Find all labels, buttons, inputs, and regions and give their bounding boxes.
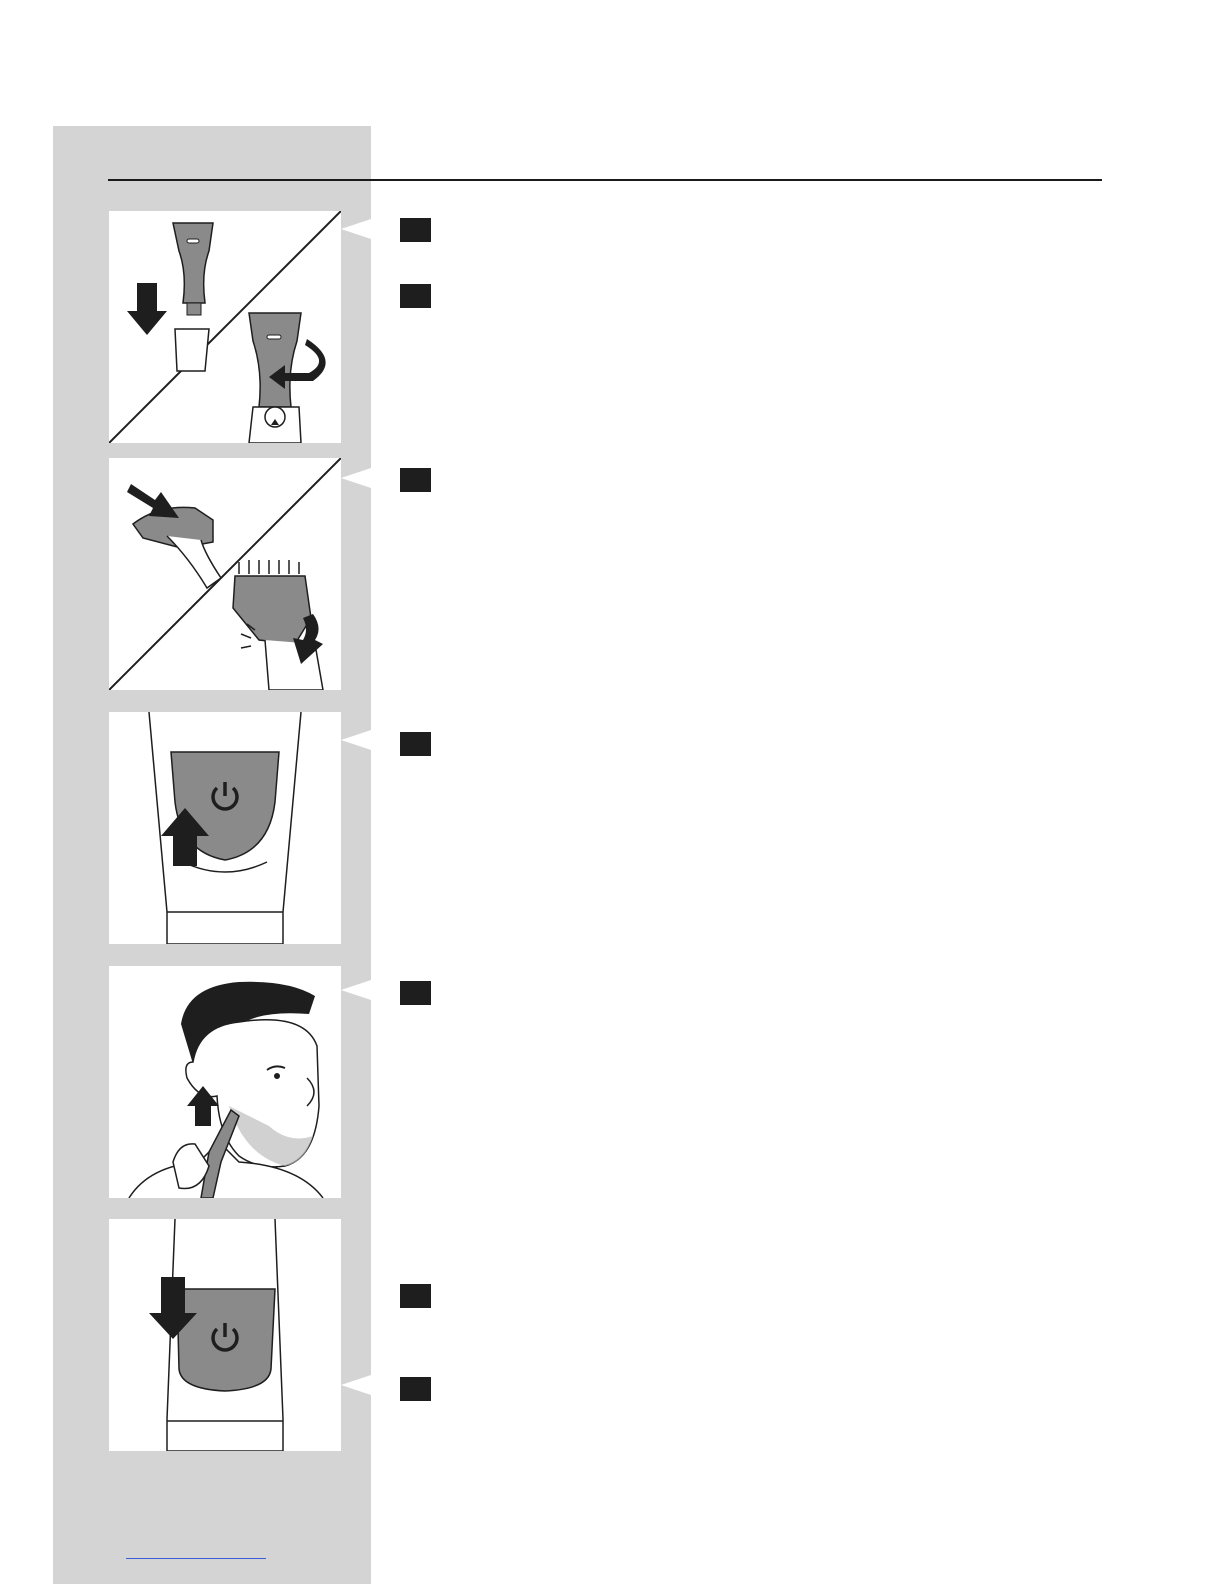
illustration-trim-beard bbox=[109, 966, 341, 1198]
panel-pointer bbox=[341, 730, 371, 750]
step-marker bbox=[400, 284, 431, 308]
section-rule bbox=[108, 179, 1102, 181]
step-marker bbox=[400, 1377, 431, 1401]
panel-pointer bbox=[341, 219, 371, 239]
illustration-switch-on bbox=[109, 712, 341, 944]
illustration-switch-off bbox=[109, 1219, 341, 1451]
illustration-attach-comb bbox=[109, 458, 341, 690]
step-marker bbox=[400, 468, 431, 492]
illustration-attach-head bbox=[109, 211, 341, 443]
footer-link-underline[interactable] bbox=[126, 1558, 266, 1559]
panel-pointer bbox=[341, 1375, 371, 1395]
panel-pointer bbox=[341, 980, 371, 1000]
step-marker bbox=[400, 981, 431, 1005]
step-marker bbox=[400, 218, 431, 242]
step-marker bbox=[400, 732, 431, 756]
panel-pointer bbox=[341, 468, 371, 488]
step-marker bbox=[400, 1284, 431, 1308]
